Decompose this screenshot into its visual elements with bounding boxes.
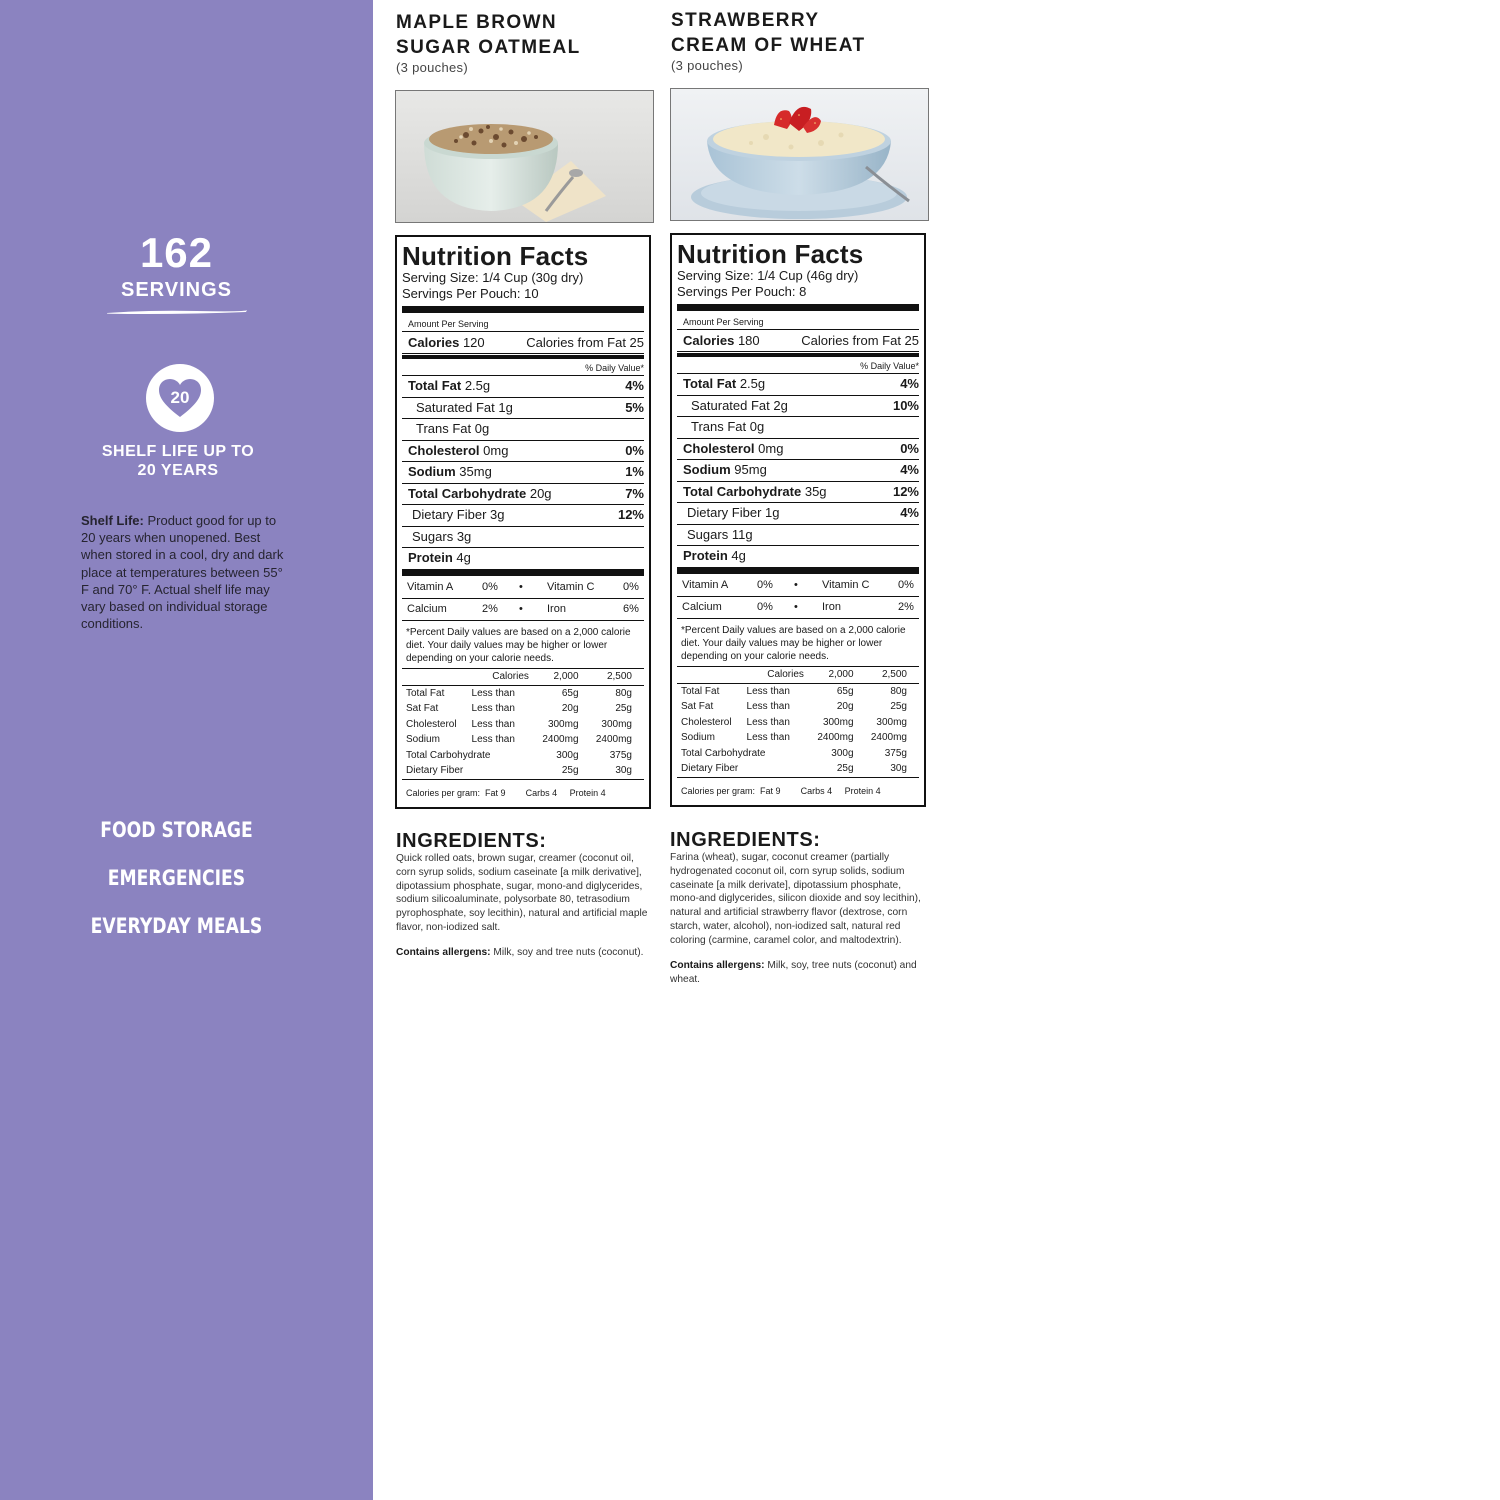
- use-food-storage: FOOD STORAGE: [100, 818, 253, 842]
- reference-2500-value: 300mg: [601, 718, 632, 730]
- servings-label: SERVINGS: [121, 279, 232, 301]
- daily-reference-table: [677, 667, 919, 778]
- calcium-label: Calcium: [682, 600, 722, 613]
- reference-2000-value: 20g: [836, 701, 854, 712]
- ingredients-text: Quick rolled oats, brown sugar, creamer (coconut oil, corn syrup solids, sodium caseinate [a milk derivative], dipotassium phosphate, sugar, mono-and diglycerides, sodium silicoaluminate, polysorbate 80, tetrasodium pyrophosphate, soy lecithin), natural and artificial maple flavor, non-iodized salt.: [396, 853, 648, 933]
- shelf-life-badge: [146, 364, 214, 432]
- sodium-value: 95mg: [734, 462, 767, 477]
- calories-label: Calories: [408, 335, 460, 350]
- protein-row: [677, 546, 919, 567]
- servings-per-pouch: Servings Per Pouch: 8: [677, 283, 807, 299]
- reference-2000-value: 65g: [836, 685, 854, 697]
- reference-2000-value: 25g: [529, 763, 579, 779]
- reference-row: [677, 715, 919, 731]
- reference-2500-value: 30g: [579, 763, 644, 779]
- vitamin-a-label: Vitamin A: [407, 580, 454, 593]
- reference-row: [677, 730, 919, 746]
- cholesterol-dv: 0%: [625, 442, 644, 458]
- cpg-carbs: Carbs 4: [800, 785, 833, 796]
- product-title-line2: SUGAR OATMEAL: [396, 37, 581, 58]
- calories-per-gram-label: Calories per gram:: [681, 785, 756, 796]
- nutrition-facts-panel: [395, 235, 651, 809]
- carbohydrate-dv: 12%: [892, 483, 919, 499]
- calories-value: 180: [737, 333, 760, 348]
- servings-number: 162: [139, 229, 214, 276]
- total-fat-value: 2.5g: [464, 378, 491, 393]
- sugars-value: 11g: [731, 526, 753, 542]
- sodium-label: Sodium: [683, 462, 731, 477]
- calories-row: [402, 332, 644, 354]
- uses-list: [0, 806, 353, 950]
- ingredients-heading: INGREDIENTS:: [396, 830, 547, 852]
- reference-2000-value: 20g: [561, 703, 579, 714]
- dietary-fiber-label: Dietary Fiber: [412, 507, 487, 522]
- protein-value: 4g: [456, 550, 471, 565]
- carbohydrate-label: Total Carbohydrate: [683, 483, 802, 499]
- protein-row: [402, 548, 644, 569]
- carbohydrate-dv: 7%: [625, 485, 644, 501]
- calories-row: [677, 330, 919, 352]
- reference-row: [402, 717, 644, 733]
- use-emergencies: EMERGENCIES: [107, 866, 246, 890]
- saturated-fat-dv: 5%: [625, 399, 644, 415]
- reference-2000-value: 300g: [831, 747, 854, 759]
- saturated-fat-label: Saturated Fat: [416, 399, 495, 415]
- cholesterol-label: Cholesterol: [408, 442, 480, 458]
- calcium-value: 0%: [757, 600, 773, 613]
- shelf-life-heading-line1: SHELF LIFE UP TO: [101, 443, 255, 460]
- protein-label: Protein: [683, 548, 728, 563]
- product-title: [396, 10, 656, 60]
- reference-2500-value: 375g: [884, 747, 907, 759]
- reference-qualifier: Less than: [746, 685, 790, 697]
- allergens-text: Milk, soy and tree nuts (coconut).: [493, 946, 644, 958]
- nutrition-facts-heading: Nutrition Facts: [402, 241, 589, 271]
- product-title: [671, 8, 931, 58]
- trans-fat-row: [677, 417, 919, 439]
- sodium-row: [677, 460, 919, 482]
- cholesterol-label: Cholesterol: [683, 440, 755, 456]
- sugars-label: Sugars: [687, 526, 729, 542]
- reference-header-2500: 2,500: [579, 669, 644, 686]
- vitamin-c-value: 0%: [623, 580, 639, 593]
- reference-header-calories: Calories: [472, 669, 529, 686]
- calories-per-gram: [402, 780, 644, 803]
- vitamin-a-label: Vitamin A: [682, 578, 729, 591]
- total-fat-label: Total Fat: [683, 376, 737, 391]
- reference-row: [402, 701, 644, 717]
- total-fat-dv: 4%: [625, 378, 644, 393]
- vitamins-row: [402, 577, 644, 599]
- cholesterol-dv: 0%: [900, 440, 919, 456]
- saturated-fat-row: [677, 396, 919, 418]
- calcium-value: 2%: [482, 602, 498, 615]
- reference-header-2500: 2,500: [854, 667, 919, 684]
- servings-per-pouch: Servings Per Pouch: 10: [402, 285, 539, 301]
- allergens-text: Milk, soy, tree nuts (coconut) and wheat.: [670, 959, 917, 986]
- sugars-row: [402, 527, 644, 549]
- product-pouches: (3 pouches): [671, 58, 743, 73]
- reference-header-2000: 2,000: [804, 667, 854, 684]
- trans-fat-value: 0g: [474, 421, 490, 436]
- total-fat-label: Total Fat: [408, 378, 462, 393]
- saturated-fat-value: 1g: [498, 399, 513, 415]
- cholesterol-value: 0mg: [483, 442, 509, 458]
- reference-2500-value: 300mg: [876, 716, 907, 728]
- oatmeal-bowl-image: [396, 91, 653, 222]
- shelf-life-heading-line2: 20 YEARS: [137, 462, 219, 479]
- ingredients-text: Farina (wheat), sugar, coconut creamer (partially hydrogenated coconut oil, corn syrup solids, sodium caseinate [a milk derivate], dipotassium phosphate, mono-and diglycerides, silicon dioxide and soy lecithin), natural and artificial strawberry flavor (dextrose, corn starch, water, alcohol), non-iodized salt, natural red coloring (carmine, caramel color, and maltodextrin).: [670, 852, 921, 946]
- amount-per-serving: Amount Per Serving: [402, 318, 644, 332]
- reference-row: [677, 699, 919, 715]
- reference-header-row: [402, 669, 644, 686]
- sugars-value: 3g: [456, 528, 472, 544]
- iron-label: Iron: [822, 600, 841, 613]
- bullet: •: [794, 600, 798, 613]
- reference-nutrient: Sodium: [681, 732, 715, 743]
- allergens: [670, 959, 928, 988]
- thick-divider: [677, 567, 919, 574]
- product-pouches: (3 pouches): [396, 60, 468, 75]
- product-title-block: [396, 10, 656, 76]
- reference-2000-value: 300mg: [822, 716, 854, 728]
- serving-size: Serving Size: 1/4 Cup (30g dry): [402, 270, 584, 285]
- medium-divider: [677, 353, 919, 357]
- reference-2000-value: 2400mg: [542, 734, 579, 745]
- cream-of-wheat-photo: [670, 88, 929, 221]
- nutrition-facts-heading: Nutrition Facts: [677, 239, 864, 269]
- vitamin-c-label: Vitamin C: [547, 580, 595, 593]
- shelf-life-label: Shelf Life:: [81, 513, 144, 528]
- servings-block: [0, 228, 353, 320]
- dietary-fiber-value: 1g: [765, 505, 780, 520]
- carbohydrate-value: 20g: [529, 485, 552, 501]
- reference-qualifier: Less than: [746, 732, 790, 743]
- ingredients-block: [396, 830, 654, 960]
- dietary-fiber-value: 3g: [490, 507, 505, 522]
- product-title-block: [671, 8, 931, 74]
- cpg-protein: Protein 4: [569, 787, 606, 798]
- reference-row: [402, 763, 644, 779]
- reference-qualifier: Less than: [471, 734, 515, 745]
- reference-row: [402, 732, 644, 748]
- calories-per-gram: [677, 778, 919, 801]
- daily-value-label: % Daily Value*: [402, 361, 644, 376]
- vitamins-row: [677, 575, 919, 597]
- ingredients-heading: INGREDIENTS:: [670, 829, 821, 851]
- reference-nutrient: Cholesterol: [406, 718, 457, 730]
- vitamin-c-value: 0%: [898, 578, 914, 591]
- reference-2000-value: 300mg: [547, 718, 579, 730]
- reference-2500-value: 30g: [854, 761, 919, 777]
- oatmeal-photo: [395, 90, 654, 223]
- total-fat-value: 2.5g: [739, 376, 766, 391]
- protein-value: 4g: [731, 548, 746, 563]
- reference-row: [402, 685, 644, 701]
- reference-row: [677, 746, 919, 762]
- trans-fat-value: 0g: [749, 419, 765, 434]
- allergens-label: Contains allergens:: [670, 959, 765, 971]
- reference-2500-value: 25g: [615, 703, 632, 714]
- cholesterol-row: [402, 441, 644, 463]
- cpg-carbs: Carbs 4: [525, 787, 558, 798]
- use-everyday-meals: EVERYDAY MEALS: [90, 914, 263, 938]
- product-title-line1: MAPLE BROWN: [396, 12, 558, 33]
- sidebar: [0, 0, 373, 1500]
- sodium-label: Sodium: [408, 464, 456, 479]
- total-fat-row: [677, 374, 919, 396]
- protein-label: Protein: [408, 550, 453, 565]
- daily-value-label: % Daily Value*: [677, 359, 919, 374]
- cpg-fat: Fat 9: [760, 785, 781, 796]
- reference-nutrient: Total Carbohydrate: [681, 747, 766, 759]
- reference-header-2000: 2,000: [529, 669, 579, 686]
- amount-per-serving: Amount Per Serving: [677, 316, 919, 330]
- reference-nutrient: Total Fat: [406, 687, 445, 699]
- dietary-fiber-row: [402, 505, 644, 527]
- calories-label: Calories: [683, 333, 735, 348]
- allergens-label: Contains allergens:: [396, 946, 491, 958]
- thick-divider: [402, 306, 644, 313]
- bullet: •: [794, 578, 798, 591]
- reference-2500-value: 375g: [609, 749, 632, 761]
- carbohydrate-row: [402, 484, 644, 506]
- dietary-fiber-dv: 12%: [617, 507, 644, 522]
- serving-size: Serving Size: 1/4 Cup (46g dry): [677, 268, 859, 283]
- reference-qualifier: Less than: [471, 718, 515, 730]
- calories-from-fat: Calories from Fat 25: [526, 335, 644, 350]
- vitamin-a-value: 0%: [757, 578, 773, 591]
- saturated-fat-dv: 10%: [892, 397, 919, 413]
- saturated-fat-row: [402, 398, 644, 420]
- reference-qualifier: Less than: [746, 701, 790, 712]
- reference-qualifier: Less than: [471, 703, 515, 714]
- trans-fat-label: Trans Fat: [691, 419, 747, 434]
- saturated-fat-value: 2g: [773, 397, 788, 413]
- brush-stroke-divider: [107, 309, 247, 315]
- reference-2000-value: 25g: [804, 761, 854, 777]
- minerals-row: [402, 599, 644, 621]
- carbohydrate-row: [677, 482, 919, 504]
- cream-of-wheat-bowl-image: [671, 89, 928, 220]
- sodium-dv: 1%: [625, 464, 644, 479]
- calcium-label: Calcium: [407, 602, 447, 615]
- sodium-row: [402, 462, 644, 484]
- sugars-row: [677, 525, 919, 547]
- reference-2500-value: 2400mg: [870, 732, 907, 743]
- reference-nutrient: Dietary Fiber: [402, 763, 529, 779]
- saturated-fat-label: Saturated Fat: [691, 397, 770, 413]
- heart-icon: [157, 377, 203, 419]
- reference-qualifier: Less than: [471, 687, 515, 699]
- bullet: •: [519, 580, 523, 593]
- cpg-protein: Protein 4: [844, 785, 881, 796]
- minerals-row: [677, 597, 919, 619]
- reference-2000-value: 65g: [561, 687, 579, 699]
- reference-nutrient: Sodium: [406, 734, 440, 745]
- reference-row: [677, 683, 919, 699]
- reference-2500-value: 80g: [890, 685, 907, 697]
- carbohydrate-value: 35g: [804, 483, 827, 499]
- cholesterol-value: 0mg: [758, 440, 784, 456]
- reference-header-row: [677, 667, 919, 684]
- reference-row: [402, 748, 644, 764]
- thick-divider: [677, 304, 919, 311]
- trans-fat-row: [402, 419, 644, 441]
- calories-from-fat: Calories from Fat 25: [801, 333, 919, 348]
- shelf-life-heading: [70, 442, 286, 480]
- daily-value-footnote: *Percent Daily values are based on a 2,000 calorie diet. Your daily values may be higher or lower depending on your calorie needs.: [402, 621, 644, 669]
- sugars-label: Sugars: [412, 528, 454, 544]
- vitamin-a-value: 0%: [482, 580, 498, 593]
- iron-value: 6%: [623, 602, 639, 615]
- reference-nutrient: Total Fat: [681, 685, 720, 697]
- medium-divider: [402, 355, 644, 359]
- iron-value: 2%: [898, 600, 914, 613]
- reference-2500-value: 25g: [890, 701, 907, 712]
- dietary-fiber-label: Dietary Fiber: [687, 505, 762, 520]
- calories-value: 120: [462, 335, 485, 350]
- reference-qualifier: Less than: [746, 716, 790, 728]
- allergens: [396, 946, 654, 961]
- ingredients-block: [670, 829, 928, 988]
- product-title-line2: CREAM OF WHEAT: [671, 35, 866, 56]
- reference-nutrient: Total Carbohydrate: [406, 749, 491, 761]
- reference-row: [677, 761, 919, 777]
- product-title-line1: STRAWBERRY: [671, 10, 820, 31]
- reference-nutrient: Cholesterol: [681, 716, 732, 728]
- reference-nutrient: Dietary Fiber: [677, 761, 804, 777]
- reference-2000-value: 300g: [556, 749, 579, 761]
- dietary-fiber-row: [677, 503, 919, 525]
- trans-fat-label: Trans Fat: [416, 421, 472, 436]
- dietary-fiber-dv: 4%: [900, 505, 919, 520]
- nutrition-facts-panel: [670, 233, 926, 807]
- thick-divider: [402, 569, 644, 576]
- shelf-life-text: Product good for up to 20 years when unopened. Best when stored in a cool, dry and dark place at temperatures between 55° F and 70° F. Actual shelf life may vary based on individual storage conditions.: [81, 513, 284, 632]
- cholesterol-row: [677, 439, 919, 461]
- reference-2000-value: 2400mg: [817, 732, 854, 743]
- daily-reference-table: [402, 669, 644, 780]
- reference-nutrient: Sat Fat: [406, 703, 439, 714]
- sodium-dv: 4%: [900, 462, 919, 477]
- reference-2500-value: 80g: [615, 687, 632, 699]
- badge-number: 20: [170, 388, 190, 407]
- cpg-fat: Fat 9: [485, 787, 506, 798]
- total-fat-row: [402, 376, 644, 398]
- daily-value-footnote: *Percent Daily values are based on a 2,000 calorie diet. Your daily values may be higher or lower depending on your calorie needs.: [677, 619, 919, 667]
- vitamin-c-label: Vitamin C: [822, 578, 870, 591]
- reference-nutrient: Sat Fat: [681, 701, 714, 712]
- sodium-value: 35mg: [459, 464, 492, 479]
- reference-2500-value: 2400mg: [595, 734, 632, 745]
- reference-header-calories: Calories: [747, 667, 804, 684]
- shelf-life-description: [81, 512, 293, 632]
- carbohydrate-label: Total Carbohydrate: [408, 485, 527, 501]
- calories-per-gram-label: Calories per gram:: [406, 787, 481, 798]
- iron-label: Iron: [547, 602, 566, 615]
- bullet: •: [519, 602, 523, 615]
- total-fat-dv: 4%: [900, 376, 919, 391]
